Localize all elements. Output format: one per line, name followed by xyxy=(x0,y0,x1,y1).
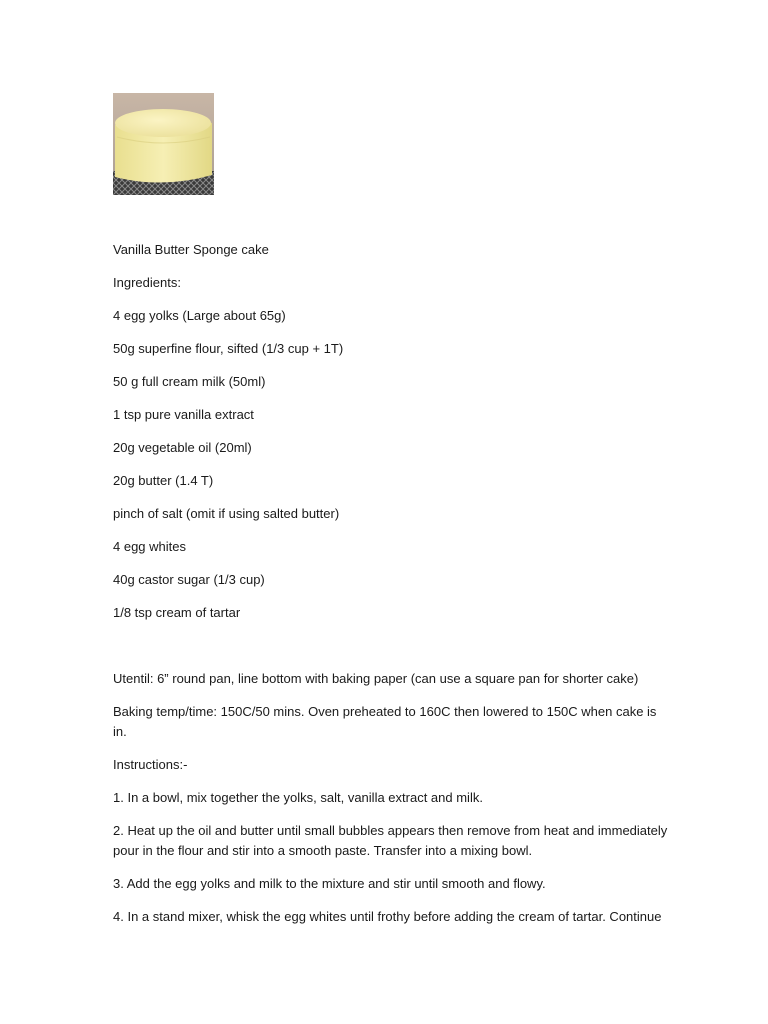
ingredient-item: pinch of salt (omit if using salted butter) xyxy=(113,506,340,521)
recipe-text xyxy=(113,240,673,940)
ingredient-item: 40g castor sugar (1/3 cup) xyxy=(113,572,265,587)
ingredient-item: 1 tsp pure vanilla extract xyxy=(113,407,254,422)
ingredient-item: 20g butter (1.4 T) xyxy=(113,473,214,488)
ingredient-item: 4 egg whites xyxy=(113,539,186,554)
utensil-note: Utentil: 6” round pan, line bottom with baking paper (can use a square pan for shorter cake) xyxy=(113,671,639,686)
instructions-heading: Instructions:- xyxy=(113,757,188,772)
ingredient-item: 4 egg yolks (Large about 65g) xyxy=(113,308,286,323)
ingredient-item: 50g superfine flour, sifted (1/3 cup + 1T) xyxy=(113,341,344,356)
baking-note: Baking temp/time: 150C/50 mins. Oven preheated to 160C then lowered to 150C when cake is in. xyxy=(113,704,657,739)
instruction-step: 2. Heat up the oil and butter until small bubbles appears then remove from heat and immediately pour in the flour and stir into a smooth paste. Transfer into a mixing bowl. xyxy=(113,823,668,858)
spacer xyxy=(113,636,673,669)
ingredient-item: 50 g full cream milk (50ml) xyxy=(113,374,266,389)
instruction-step: 4. In a stand mixer, whisk the egg whites until frothy before adding the cream of tartar. Continue xyxy=(113,909,662,924)
ingredient-item: 20g vegetable oil (20ml) xyxy=(113,440,252,455)
instruction-step: 1. In a bowl, mix together the yolks, salt, vanilla extract and milk. xyxy=(113,790,483,805)
cake-image-icon xyxy=(113,93,214,195)
ingredient-item: 1/8 tsp cream of tartar xyxy=(113,605,241,620)
ingredients-heading: Ingredients: xyxy=(113,275,181,290)
sponge-cake-photo xyxy=(113,93,214,195)
instruction-step: 3. Add the egg yolks and milk to the mixture and stir until smooth and flowy. xyxy=(113,876,546,891)
recipe-title: Vanilla Butter Sponge cake xyxy=(113,242,269,257)
